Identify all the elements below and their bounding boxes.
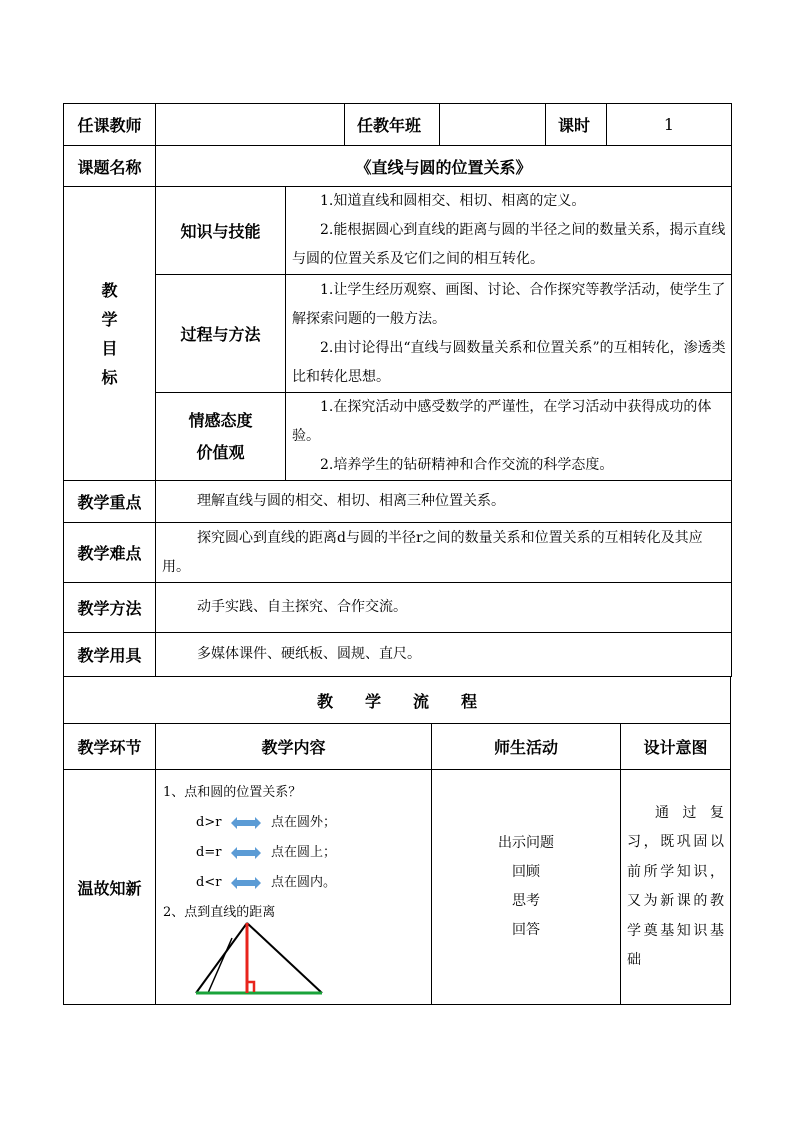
col-intent-header: 设计意图 [621, 724, 731, 770]
double-arrow-icon [231, 877, 261, 889]
double-arrow-icon [231, 817, 261, 829]
method-label: 教学方法 [64, 583, 156, 633]
hours-label: 课时 [546, 104, 607, 146]
activity-list [432, 770, 621, 1005]
process-label: 过程与方法 [156, 275, 286, 393]
relation-3: d<r [196, 875, 222, 890]
activity-1: 出示问题 [498, 835, 554, 851]
col-stage-header: 教学环节 [64, 724, 156, 770]
review-content [156, 770, 432, 1005]
key-point-label: 教学重点 [64, 481, 156, 523]
lesson-info-table [63, 103, 732, 677]
stage-review: 温故知新 [64, 770, 156, 1005]
process-content [286, 275, 732, 393]
question-2: 2、点到直线的距离 [163, 905, 276, 920]
design-intent: 通过复习，既巩固以前所学知识，又为新课的教学奠基知识基础 [621, 770, 731, 1005]
col-content-header: 教学内容 [156, 724, 432, 770]
relation-1: d>r [196, 815, 222, 830]
relation-row-inside [163, 868, 431, 898]
result-3: 点在圆内。 [271, 875, 337, 890]
result-2: 点在圆上； [271, 845, 337, 860]
result-1: 点在圆外； [271, 815, 337, 830]
difficulty-value: 探究圆心到直线的距离d与圆的半径r之间的数量关系和位置关系的互相转化及其应用。 [156, 523, 732, 583]
attitude-content [286, 393, 732, 481]
attitude-label: 情感态度 价值观 [156, 393, 286, 481]
method-value: 动手实践、自主探究、合作交流。 [156, 583, 732, 633]
class-value [440, 104, 546, 146]
double-arrow-icon [231, 847, 261, 859]
topic-label: 课题名称 [64, 146, 156, 187]
tools-label: 教学用具 [64, 633, 156, 677]
flow-title: 教 学 流 程 [64, 677, 731, 724]
attitude-p2: 2.培养学生的钻研精神和合作交流的科学态度。 [320, 457, 614, 473]
process-p1: 1.让学生经历观察、画图、讨论、合作探究等教学活动，使学生了解探索问题的一般方法。 [292, 281, 726, 327]
col-activity-header: 师生活动 [432, 724, 621, 770]
knowledge-label: 知识与技能 [156, 187, 286, 275]
activity-2: 回顾 [512, 864, 540, 880]
attitude-p1: 1.在探究活动中感受数学的严谨性，在学习活动中获得成功的体验。 [292, 399, 712, 444]
tools-value: 多媒体课件、硬纸板、圆规、直尺。 [156, 633, 732, 677]
process-p2: 2.由讨论得出“直线与圆数量关系和位置关系”的互相转化，渗透类比和转化思想。 [292, 339, 726, 385]
activity-3: 思考 [512, 893, 540, 909]
relation-2: d=r [196, 845, 222, 860]
question-1: 1、点和圆的位置关系？ [163, 785, 302, 800]
teacher-value [156, 104, 345, 146]
teacher-label: 任课教师 [64, 104, 156, 146]
knowledge-p1: 1.知道直线和圆相交、相切、相离的定义。 [320, 193, 586, 209]
class-label: 任教年班 [345, 104, 440, 146]
hours-value: 1 [607, 104, 732, 146]
activity-4: 回答 [512, 922, 540, 938]
relation-row-on [163, 838, 431, 868]
point-line-distance-diagram [194, 920, 329, 998]
relation-row-outside [163, 808, 431, 838]
objectives-title: 教 学 目 标 [64, 187, 156, 481]
knowledge-p2: 2.能根据圆心到直线的距离与圆的半径之间的数量关系，揭示直线与圆的位置关系及它们之间的相互转化。 [292, 222, 726, 267]
knowledge-content [286, 187, 732, 275]
key-point-value: 理解直线与圆的相交、相切、相离三种位置关系。 [156, 481, 732, 523]
difficulty-label: 教学难点 [64, 523, 156, 583]
topic-value: 《直线与圆的位置关系》 [156, 146, 732, 187]
teaching-flow-table [63, 676, 731, 1005]
